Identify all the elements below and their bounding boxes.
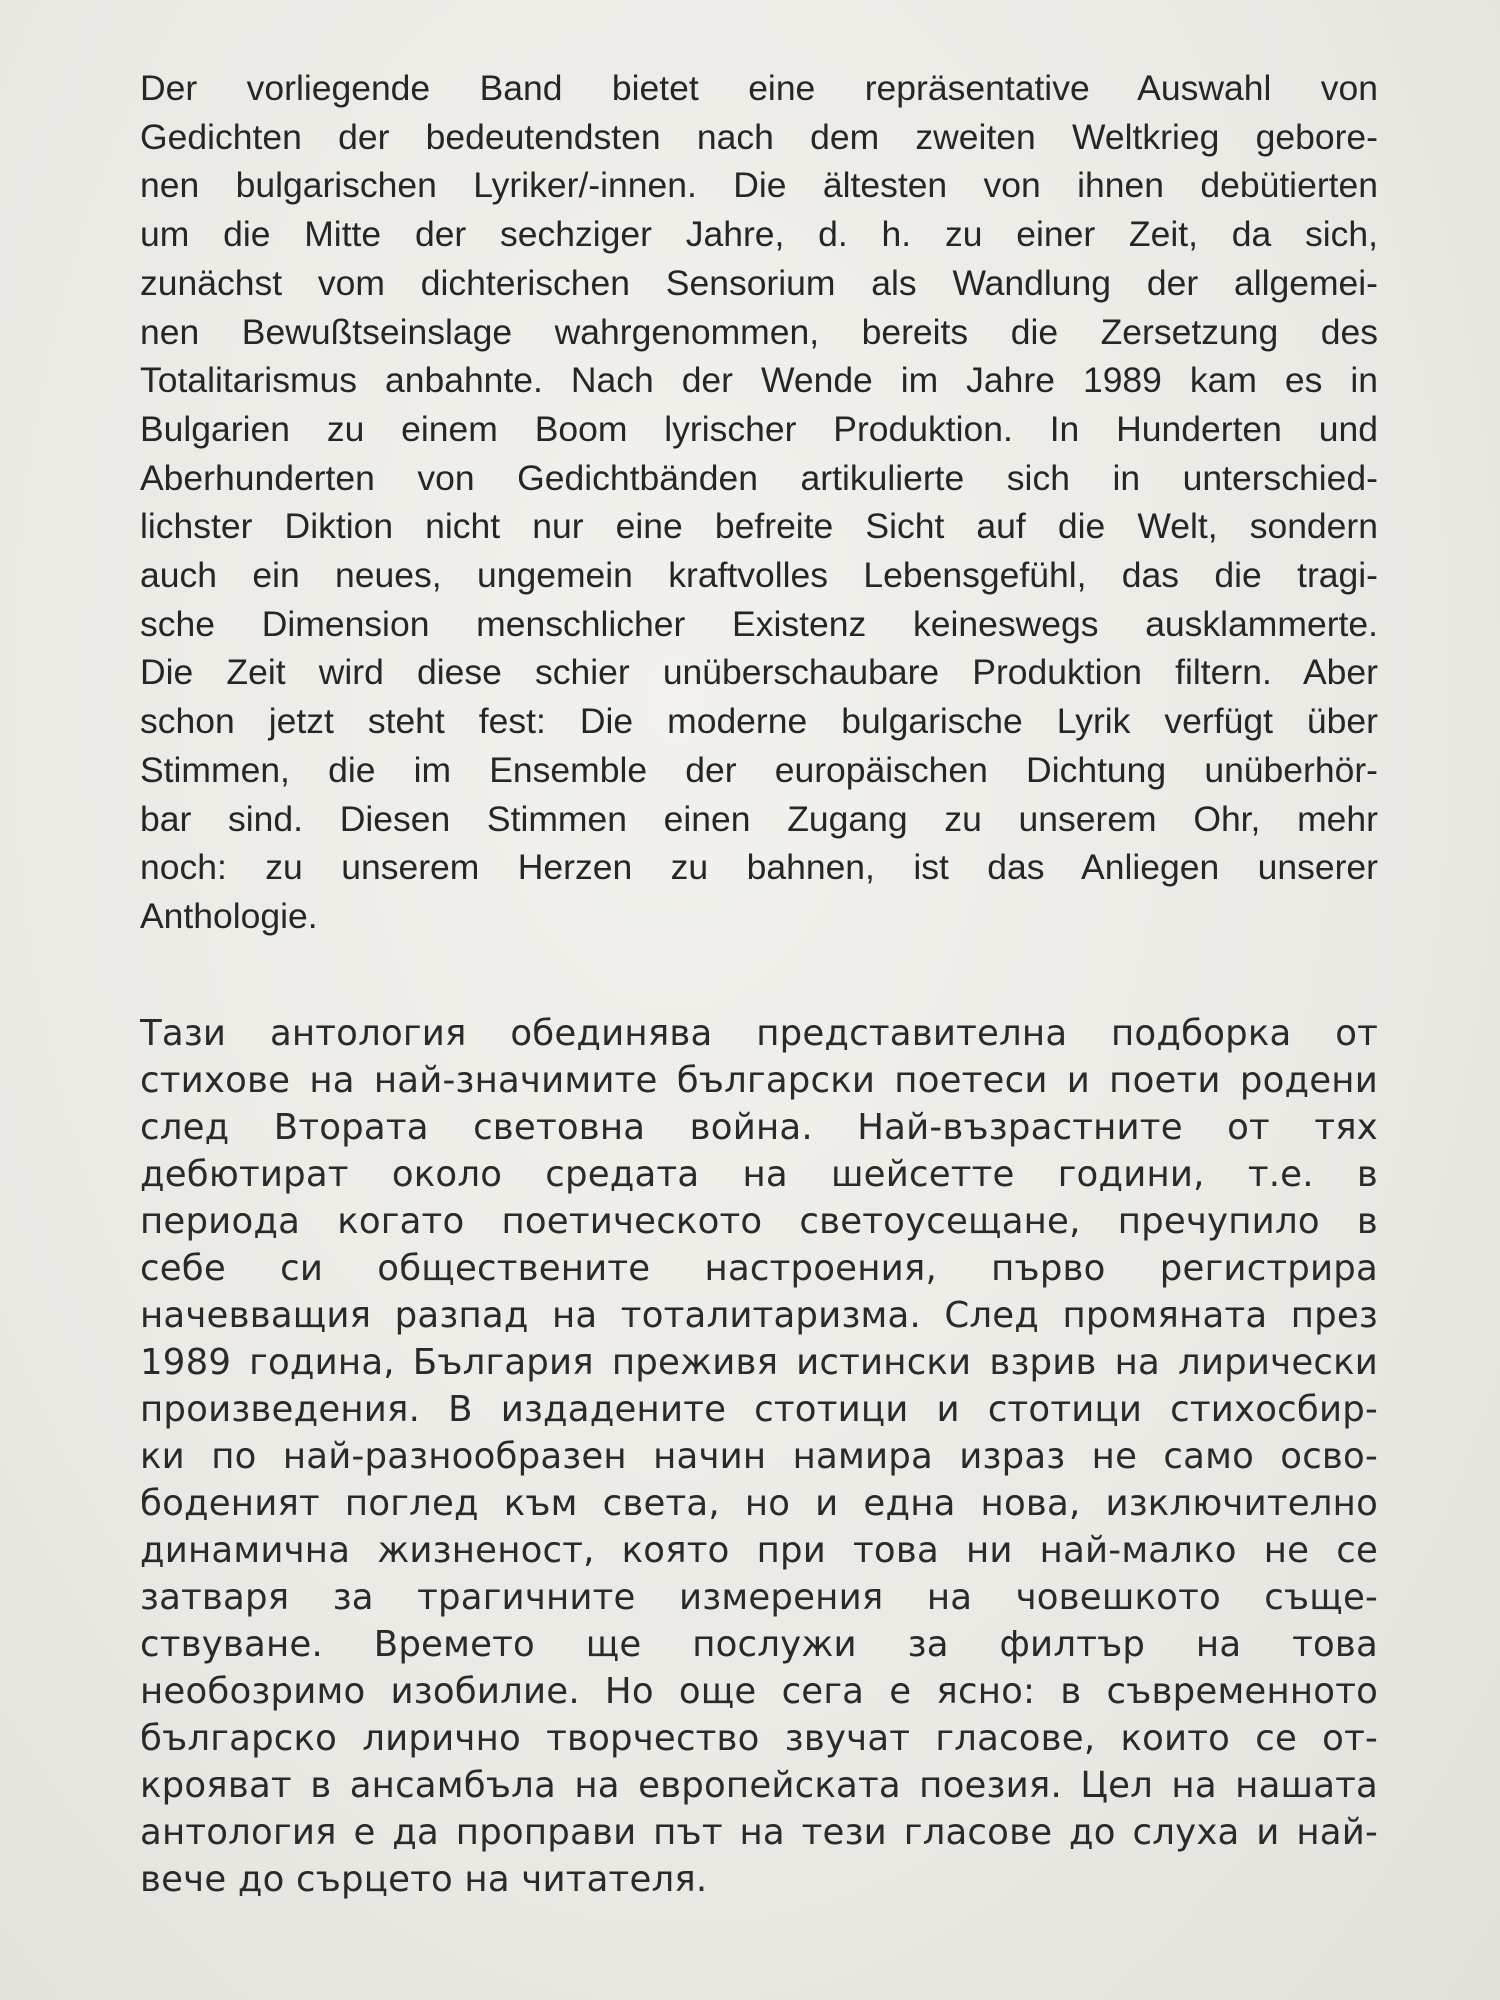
german-line-8: Bulgarien zu einem Boom lyrischer Produktion. In Hunderten und [140,408,1378,449]
bulgarian-line-4: дебютират около средата на шейсетте години, т.е. в [140,1154,1378,1195]
bulgarian-line-19: вече до сърцето на читателя. [140,1859,708,1900]
bulgarian-line-13: затваря за трагичните измерения на човешкото съще- [140,1577,1378,1618]
german-line-10: lichster Diktion nicht nur eine befreite Sicht auf die Welt, sondern [140,506,1378,547]
bulgarian-line-5: периода когато поетическото светоусещане, пречупило в [140,1201,1378,1242]
bulgarian-line-6: себе си обществените настроения, първо регистрира [140,1248,1378,1289]
german-line-13: Die Zeit wird diese schier unüberschaubare Produktion filtern. Aber [140,652,1378,693]
german-line-9: Aberhunderten von Gedichtbänden artikulierte sich in unterschied- [140,457,1378,498]
bulgarian-line-16: българско лирично творчество звучат гласове, които се от- [140,1718,1378,1759]
bulgarian-line-18: антология е да проправи път на тези гласове до слуха и най- [140,1812,1378,1853]
german-line-15: Stimmen, die im Ensemble der europäischen Dichtung unüberhör- [140,749,1378,790]
german-line-1: Der vorliegende Band bietet eine repräsentative Auswahl von [140,68,1378,108]
german-line-7: Totalitarismus anbahnte. Nach der Wende im Jahre 1989 kam es in [140,360,1378,401]
bulgarian-line-2: стихове на най-значимите български поетеси и поети родени [140,1060,1378,1101]
bulgarian-line-15: необозримо изобилие. Но още сега е ясно: в съвременното [140,1671,1378,1712]
bulgarian-line-14: ствуване. Времето ще послужи за филтър на това [140,1624,1378,1665]
bulgarian-line-3: след Втората световна война. Най-възрастните от тях [140,1107,1378,1148]
german-line-3: nen bulgarischen Lyriker/-innen. Die ältesten von ihnen debütierten [140,165,1378,206]
german-line-17: noch: zu unserem Herzen zu bahnen, ist das Anliegen unserer [140,847,1378,888]
bulgarian-line-11: бодeният поглед към света, но и една нова, изключително [140,1483,1378,1524]
german-line-4: um die Mitte der sechziger Jahre, d. h. zu einer Zeit, da sich, [140,214,1378,255]
german-line-14: schon jetzt steht fest: Die moderne bulgarische Lyrik verfügt über [140,701,1378,742]
german-line-18: Anthologie. [140,895,318,936]
german-line-12: sche Dimension menschlicher Existenz keineswegs ausklammerte. [140,603,1378,644]
german-line-2: Gedichten der bedeutendsten nach dem zweiten Weltkrieg gebore- [140,116,1378,157]
german-line-5: zunächst vom dichterischen Sensorium als Wandlung der allgemei- [140,262,1378,303]
bulgarian-description-paragraph [140,1010,1378,1903]
bulgarian-line-8: 1989 година, България преживя истински взрив на лирически [140,1342,1378,1383]
bulgarian-line-7: начевващия разпад на тоталитаризма. След промяната през [140,1295,1378,1336]
bulgarian-line-1: Тази антология обединява представителна подборка от [140,1013,1378,1054]
bulgarian-line-12: динамична жизненост, която при това ни най-малко не се [140,1530,1378,1571]
bulgarian-line-10: ки по най-разнообразен начин намира израз не само осво- [140,1436,1378,1477]
german-line-11: auch ein neues, ungemein kraftvolles Lebensgefühl, das die tragi- [140,555,1378,596]
bulgarian-line-17: крояват в ансамбъла на европейската поезия. Цел на нашата [140,1765,1378,1806]
german-description-paragraph [140,64,1378,941]
bulgarian-line-9: произведения. В издадените стотици и стотици стихосбир- [140,1389,1378,1430]
german-line-16: bar sind. Diesen Stimmen einen Zugang zu unserem Ohr, mehr [140,798,1378,839]
german-line-6: nen Bewußtseinslage wahrgenommen, bereits die Zersetzung des [140,311,1378,352]
